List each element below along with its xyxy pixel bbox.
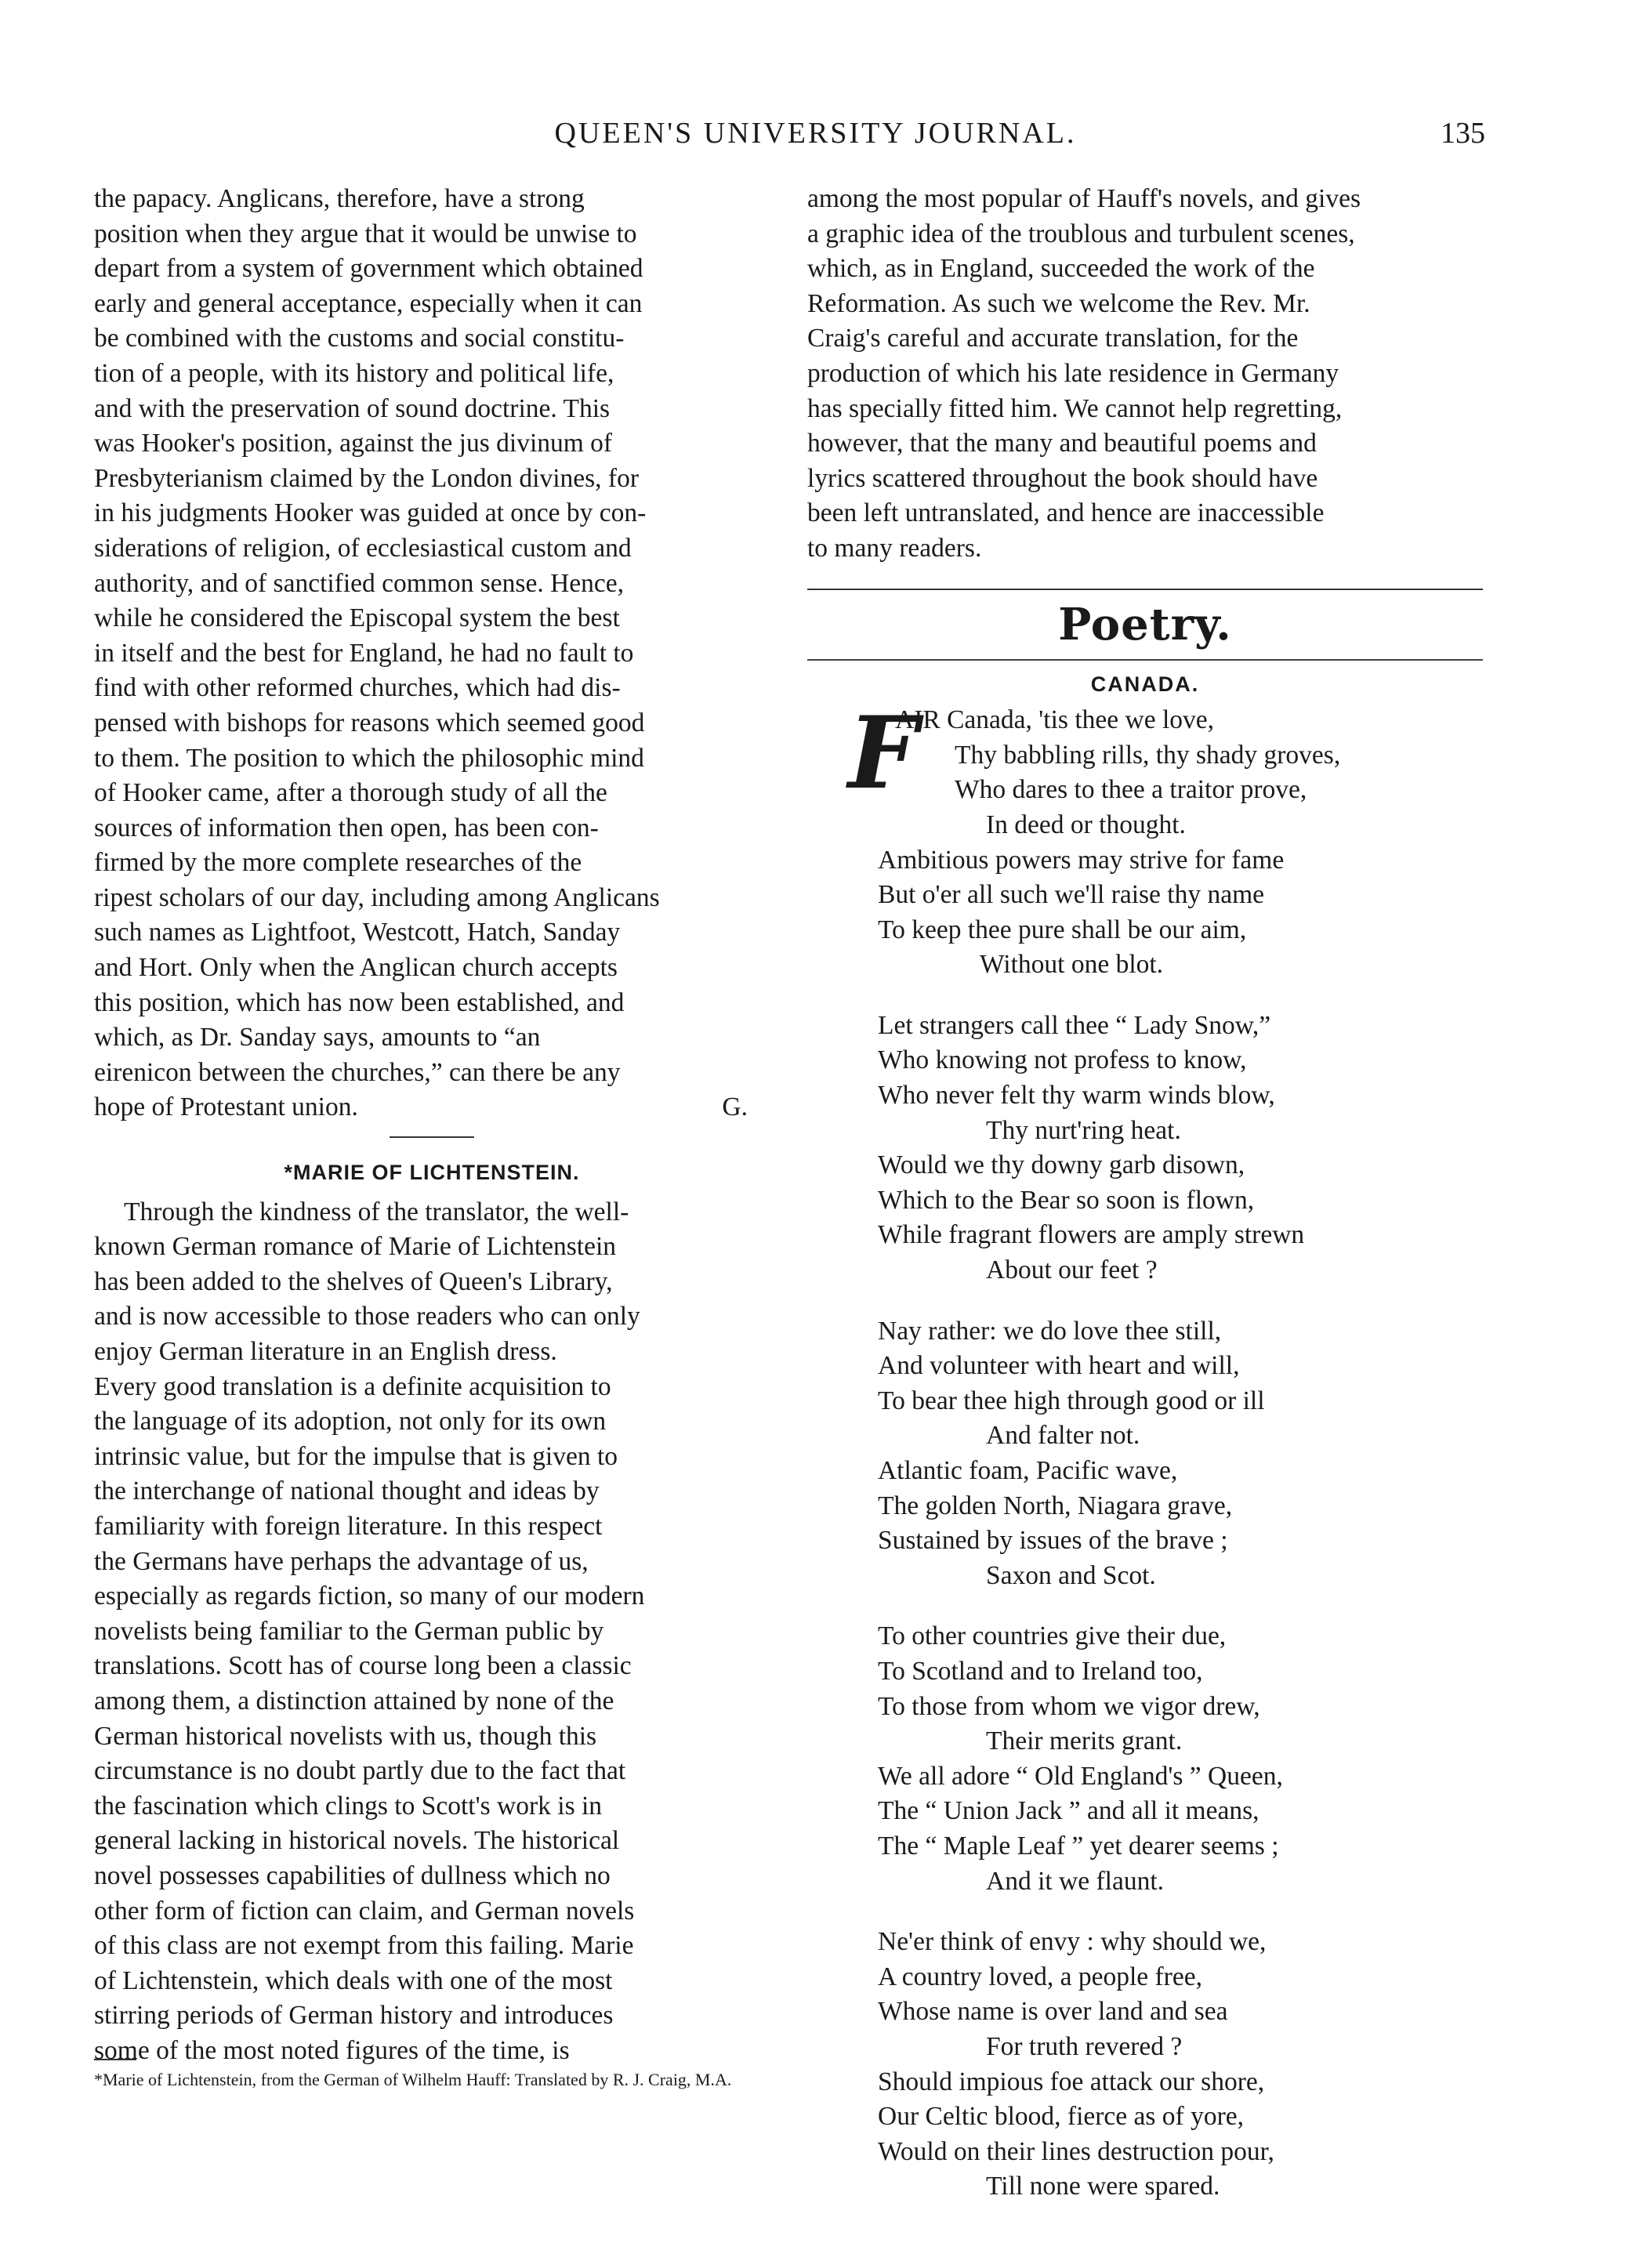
text-line: German historical novelists with us, though this — [94, 1721, 597, 1751]
text-line: sources of information then open, has been con- — [94, 813, 599, 842]
poem-stanza — [807, 1314, 1483, 1594]
poem-line: Who dares to thee a traitor prove, — [955, 775, 1307, 805]
text-line: authority, and of sanctified common sense. Hence, — [94, 568, 624, 598]
poem-line: Thy nurt'ring heat. — [986, 1115, 1181, 1145]
poem-line: Thy babbling rills, thy shady groves, — [955, 740, 1341, 770]
text-line: novelists being familiar to the German public by — [94, 1616, 604, 1646]
poem-line: Ne'er think of envy : why should we, — [878, 1927, 1267, 1957]
poem-line: To bear thee high through good or ill — [878, 1386, 1265, 1415]
text-line: position when they argue that it would be unwise to — [94, 219, 637, 248]
text-line: production of which his late residence in Germany — [807, 358, 1339, 388]
poem-line: In deed or thought. — [986, 810, 1186, 839]
text-line: and with the preservation of sound doctrine. This — [94, 393, 611, 423]
author-signature: G. — [722, 1092, 748, 1122]
poem-line: Let strangers call thee “ Lady Snow,” — [878, 1010, 1271, 1040]
text-line: the fascination which clings to Scott's work is in — [94, 1791, 603, 1821]
poem-line: The “ Union Jack ” and all it means, — [878, 1796, 1259, 1826]
text-line: however, that the many and beautiful poems and — [807, 429, 1317, 458]
poem-line: But o'er all such we'll raise thy name — [878, 880, 1265, 910]
poem-line: And volunteer with heart and will, — [878, 1351, 1240, 1381]
text-line: Presbyterianism claimed by the London divines, for — [94, 463, 639, 493]
poem-line: Who never felt thy warm winds blow, — [878, 1081, 1275, 1110]
poem-line: For truth revered ? — [986, 2031, 1183, 2061]
poem-line: Which to the Bear so soon is flown, — [878, 1185, 1255, 1215]
text-line: firmed by the more complete researches of the — [94, 848, 582, 878]
closing-line — [94, 1090, 770, 1125]
text-line: the language of its adoption, not only for its own — [94, 1407, 607, 1437]
poem-line: To other countries give their due, — [878, 1621, 1227, 1651]
text-line: general lacking in historical novels. The historical — [94, 1826, 620, 1856]
text-line: depart from a system of government which obtained — [94, 254, 643, 284]
text-line: and is now accessible to those readers who can only — [94, 1302, 640, 1331]
article-paragraph-hooker — [94, 182, 770, 1125]
text-line: siderations of religion, of ecclesiastical custom and — [94, 533, 632, 563]
poem-line: The golden North, Niagara grave, — [878, 1491, 1233, 1520]
section-divider — [390, 1136, 474, 1138]
poem-line: Our Celtic blood, fierce as of yore, — [878, 2102, 1244, 2132]
text-line: of Hooker came, after a thorough study of all the — [94, 778, 607, 808]
text-line: circumstance is no doubt partly due to the fact that — [94, 1756, 626, 1786]
text-line: familiarity with foreign literature. In this respect — [94, 1511, 603, 1541]
poem-line: Without one blot. — [980, 950, 1164, 980]
text-line: and Hort. Only when the Anglican church accepts — [94, 953, 618, 983]
poem-line: The “ Maple Leaf ” yet dearer seems ; — [878, 1831, 1279, 1860]
text-line: this position, which has now been established, and — [94, 987, 625, 1017]
text-line: other form of fiction can claim, and German novels — [94, 1896, 635, 1926]
poem-line: Whose name is over land and sea — [878, 1997, 1228, 2027]
article-paragraph-continued — [807, 182, 1483, 567]
poem-line: And falter not. — [986, 1421, 1140, 1451]
poem-line: Till none were spared. — [986, 2172, 1220, 2201]
poem-line: We all adore “ Old England's ” Queen, — [878, 1761, 1283, 1791]
right-column — [807, 182, 1483, 2230]
text-line: Reformation. As such we welcome the Rev. Mr. — [807, 288, 1310, 318]
text-line: some of the most noted figures of the time, is — [94, 2035, 570, 2065]
text-line: while he considered the Episcopal system the best — [94, 603, 620, 633]
text-line: the interchange of national thought and ideas by — [94, 1476, 600, 1506]
text-line: was Hooker's position, against the jus divinum of — [94, 429, 613, 458]
text-line: especially as regards fiction, so many of our modern — [94, 1581, 645, 1611]
text-line: Through the kindness of the translator, the well- — [124, 1197, 629, 1226]
poem-title: CANADA. — [1090, 672, 1200, 696]
text-line: has been added to the shelves of Queen's Library, — [94, 1266, 613, 1296]
section-divider — [807, 589, 1483, 590]
poem-stanza — [807, 1925, 1483, 2205]
text-line: Every good translation is a definite acquisition to — [94, 1371, 611, 1401]
text-line: Craig's careful and accurate translation, for the — [807, 324, 1299, 353]
text-line: ripest scholars of our day, including among Anglicans — [94, 882, 660, 912]
page-number: 135 — [1441, 117, 1485, 150]
text-line: among them, a distinction attained by none of the — [94, 1686, 614, 1715]
poem-line: Sustained by issues of the brave ; — [878, 1526, 1228, 1556]
page-header — [0, 116, 1631, 163]
poem-line: AIR Canada, 'tis thee we love, — [895, 705, 1214, 735]
text-line: known German romance of Marie of Lichtenstein — [94, 1232, 617, 1262]
poem-line: Ambitious powers may strive for fame — [878, 845, 1285, 875]
text-line: been left untranslated, and hence are inaccessible — [807, 498, 1325, 528]
text-line: eirenicon between the churches,” can there be any — [94, 1057, 621, 1087]
poem-line: To Scotland and to Ireland too, — [878, 1656, 1203, 1686]
poem-stanza — [807, 695, 1483, 983]
poem-line: A country loved, a people free, — [878, 1962, 1202, 1991]
review-title: *MARIE OF LICHTENSTEIN. — [284, 1161, 580, 1185]
poem-stanza — [807, 1009, 1483, 1288]
text-line: novel possesses capabilities of dullness which no — [94, 1860, 611, 1890]
text-line: translations. Scott has of course long been a classic — [94, 1651, 632, 1681]
text-line: in his judgments Hooker was guided at once by con- — [94, 498, 647, 528]
text-line: to them. The position to which the philosophic mind — [94, 743, 644, 773]
text-line: intrinsic value, but for the impulse that is given to — [94, 1441, 618, 1471]
text-line: of Lichtenstein, which deals with one of the most — [94, 1965, 613, 1995]
poem-line: To those from whom we vigor drew, — [878, 1691, 1260, 1721]
text-line: tion of a people, with its history and political life, — [94, 358, 614, 388]
poem-line: Would we thy downy garb disown, — [878, 1150, 1245, 1180]
text-line: in itself and the best for England, he had no fault to — [94, 638, 634, 668]
text-line: the Germans have perhaps the advantage of us, — [94, 1546, 589, 1576]
poem-line: Would on their lines destruction pour, — [878, 2136, 1274, 2166]
poem-line: While fragrant flowers are amply strewn — [878, 1220, 1305, 1250]
poetry-heading: Poetry. — [1058, 598, 1232, 650]
poem-line: Their merits grant. — [986, 1726, 1183, 1756]
poem-line: And it we flaunt. — [986, 1866, 1165, 1896]
text-line: which, as Dr. Sanday says, amounts to “an — [94, 1023, 541, 1052]
poem-line: Atlantic foam, Pacific wave, — [878, 1456, 1178, 1485]
poem-stanza — [807, 1619, 1483, 1899]
drop-cap: F — [848, 695, 919, 812]
poem-line: Should impious foe attack our shore, — [878, 2067, 1265, 2096]
poem-line: To keep thee pure shall be our aim, — [878, 915, 1247, 944]
poem-line: Who knowing not profess to know, — [878, 1045, 1247, 1075]
footnote: *Marie of Lichtenstein, from the German of Wilhelm Hauff: Translated by R. J. Craig, M.A. — [94, 2070, 732, 2089]
text-line: enjoy German literature in an English dress. — [94, 1337, 557, 1366]
left-column — [94, 182, 770, 2068]
text-line: hope of Protestant union. — [94, 1092, 358, 1122]
text-line: find with other reformed churches, which had dis- — [94, 673, 621, 703]
poem-line: Saxon and Scot. — [986, 1560, 1156, 1590]
text-line: the papacy. Anglicans, therefore, have a strong — [94, 184, 585, 213]
footnote-divider — [94, 2059, 136, 2060]
text-line: which, as in England, succeeded the work of the — [807, 254, 1315, 284]
text-line: such names as Lightfoot, Westcott, Hatch, Sanday — [94, 918, 621, 947]
text-line: of this class are not exempt from this failing. Marie — [94, 1931, 634, 1961]
text-line: to many readers. — [807, 533, 982, 563]
text-line: lyrics scattered throughout the book should have — [807, 463, 1318, 493]
text-line: early and general acceptance, especially when it can — [94, 288, 643, 318]
text-line: among the most popular of Hauff's novels, and gives — [807, 184, 1361, 213]
text-line: a graphic idea of the troublous and turbulent scenes, — [807, 219, 1355, 248]
poem-line: Nay rather: we do love thee still, — [878, 1316, 1222, 1346]
running-title: QUEEN'S UNIVERSITY JOURNAL. — [554, 117, 1077, 150]
text-line: pensed with bishops for reasons which seemed good — [94, 708, 645, 737]
section-divider — [807, 659, 1483, 661]
text-line: has specially fitted him. We cannot help regretting, — [807, 393, 1343, 423]
poem-line: About our feet ? — [986, 1255, 1158, 1285]
text-line: stirring periods of German history and introduces — [94, 2001, 614, 2031]
text-line: be combined with the customs and social constitu- — [94, 324, 625, 353]
article-paragraph-review — [94, 1195, 770, 2069]
